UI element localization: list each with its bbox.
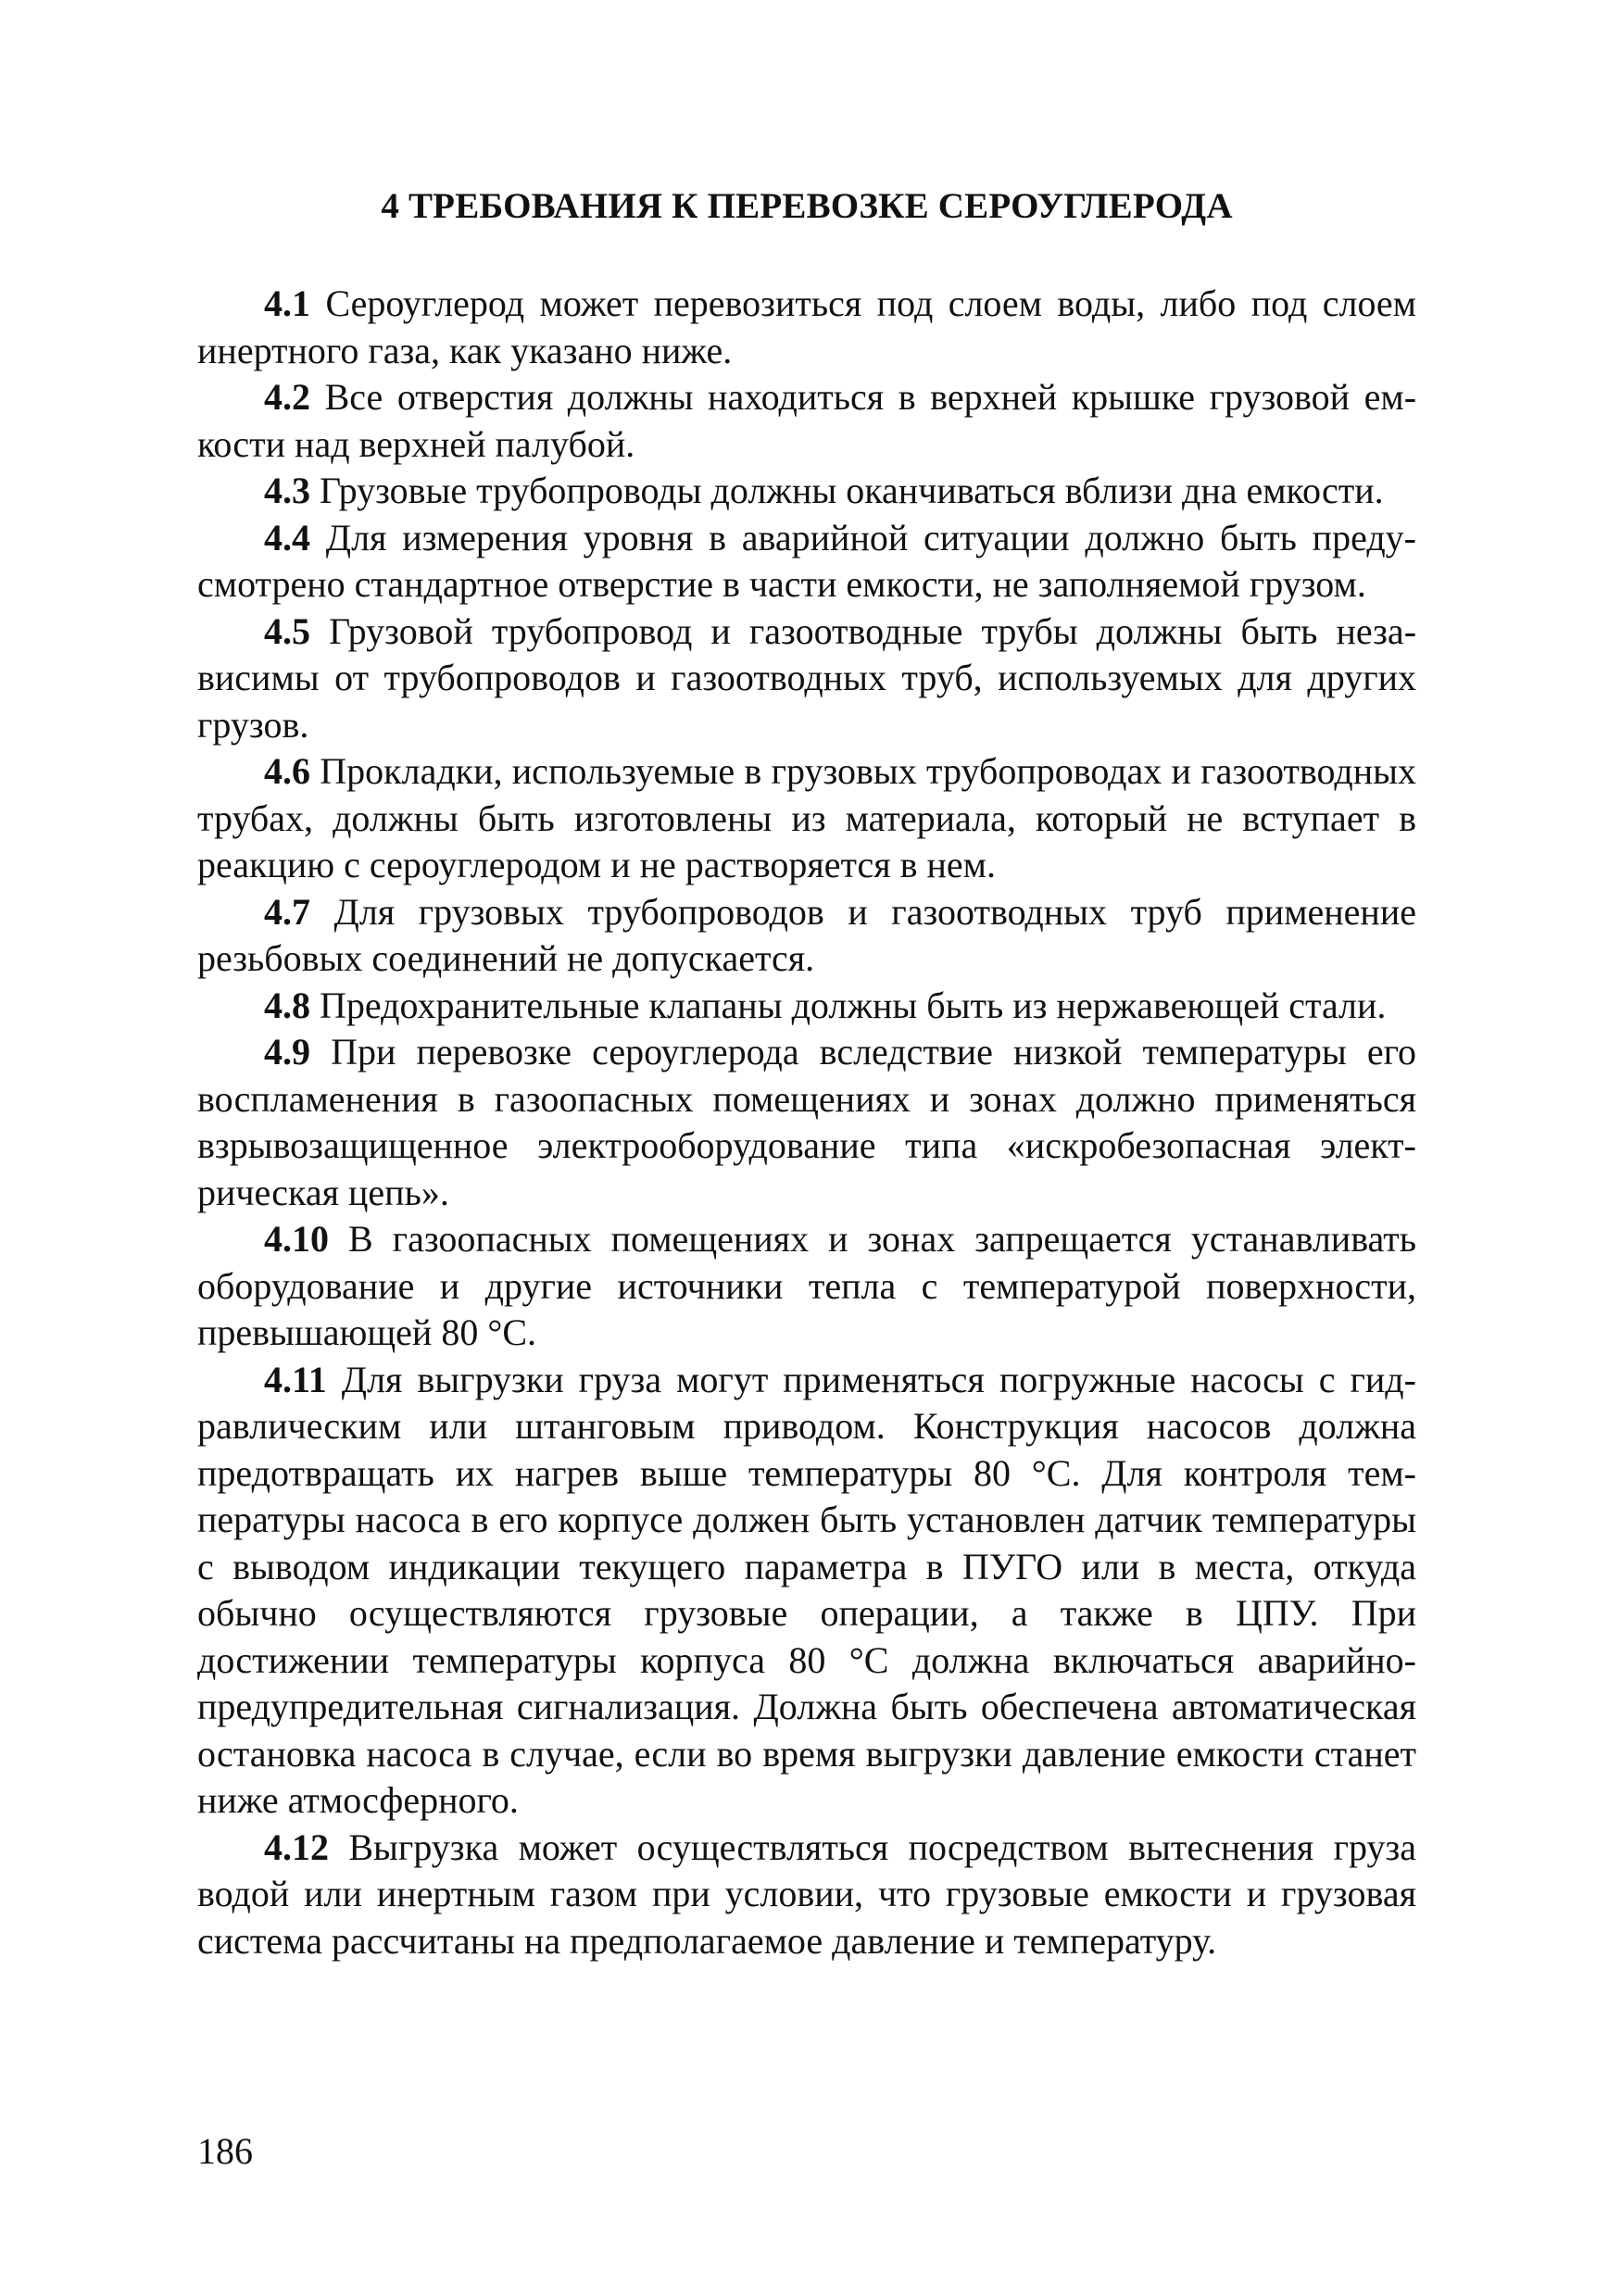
paragraph-text: Все отверстия должны находиться в верхней крышке грузовой емкости над верхней палубой. [197,376,1417,465]
paragraph-4-10 [197,1216,1416,1357]
paragraph-text: В газоопасных помещениях и зонах запрещается устанавливать оборудование и другие источники тепла с температурой поверхности, превышающей 80 °С. [197,1218,1416,1353]
paragraph-4-11 [197,1357,1416,1825]
paragraph-text: Предохранительные клапаны должны быть из нержавеющей стали. [320,984,1387,1026]
paragraph-number: 4.12 [264,1826,329,1868]
paragraph-number: 4.10 [264,1218,329,1260]
paragraph-4-2 [197,374,1416,468]
paragraph-number: 4.11 [264,1358,327,1400]
paragraph-text: При перевозке сероуглерода вследствие низкой температуры его воспламенения в газоопасных помещениях и зонах должно применяться взрывозащищенное электрооборудование типа «искробезопасная электрическая цепь». [197,1031,1416,1213]
paragraph-number: 4.4 [264,516,310,558]
paragraph-number: 4.8 [264,984,310,1026]
section-body [197,281,1416,1964]
paragraph-text: Для грузовых трубопроводов и газоотводных труб применение резьбовых соединений не допускается. [197,890,1416,979]
paragraph-number: 4.2 [264,376,310,418]
section-title: 4 ТРЕБОВАНИЯ К ПЕРЕВОЗКЕ СЕРОУГЛЕРОДА [381,186,1233,226]
paragraph-text: Для измерения уровня в аварийной ситуации должно быть предусмотрено стандартное отверстие в части емкости, не заполняемой грузом. [197,516,1416,605]
paragraph-4-7 [197,889,1416,983]
paragraph-number: 4.6 [264,750,310,792]
paragraph-4-3 [197,468,1416,515]
paragraph-number: 4.9 [264,1031,310,1073]
page-number: 186 [197,2130,253,2172]
paragraph-number: 4.3 [264,470,310,511]
paragraph-text: Для выгрузки груза могут применяться погружные насосы с гидравлическим или штанговым приводом. Конструкция насосов должна предотвращать их нагрев выше температуры 80 °С. Для контроля температуры насоса в его корпусе должен быть установлен датчик температуры с выводом индикации текущего параметра в ПУГО или в места, откуда обычно осуществляются грузовые операции, а также в ЦПУ. При достижении температуры корпуса 80 °С должна включаться аварийно-предупредительная сигнализация. Должна быть обеспечена автоматическая остановка насоса в случае, если во время выгрузки давление емкости станет ниже атмосферного. [197,1358,1416,1821]
paragraph-4-5 [197,609,1416,749]
paragraph-4-9 [197,1029,1416,1216]
paragraph-text: Сероуглерод может перевозиться под слоем воды, либо под слоем инертного газа, как указано ниже. [197,282,1416,371]
document-page [197,0,1416,2296]
paragraph-4-4 [197,515,1416,609]
paragraph-4-6 [197,748,1416,889]
paragraph-number: 4.7 [264,890,310,933]
paragraph-text: Грузовые трубопроводы должны оканчиваться вблизи дна емкости. [320,470,1384,511]
paragraph-text: Грузовой трубопровод и газоотводные трубы должны быть независимы от трубопроводов и газоотводных труб, используемых для других грузов. [197,609,1417,746]
paragraph-text: Выгрузка может осуществляться посредством вытеснения груза водой или инертным газом при условии, что грузовые емкости и грузовая система рассчитаны на предполагаемое давление и температуру. [197,1826,1416,1962]
paragraph-number: 4.1 [264,282,310,324]
paragraph-number: 4.5 [264,609,310,652]
paragraph-4-8 [197,983,1416,1030]
paragraph-text: Прокладки, используемые в грузовых трубопроводах и газоотводных трубах, должны быть изготовлены из материала, который не вступает в реакцию с сероуглеродом и не растворяется в нем. [197,750,1417,885]
paragraph-4-1 [197,281,1416,374]
paragraph-4-12 [197,1825,1416,1965]
